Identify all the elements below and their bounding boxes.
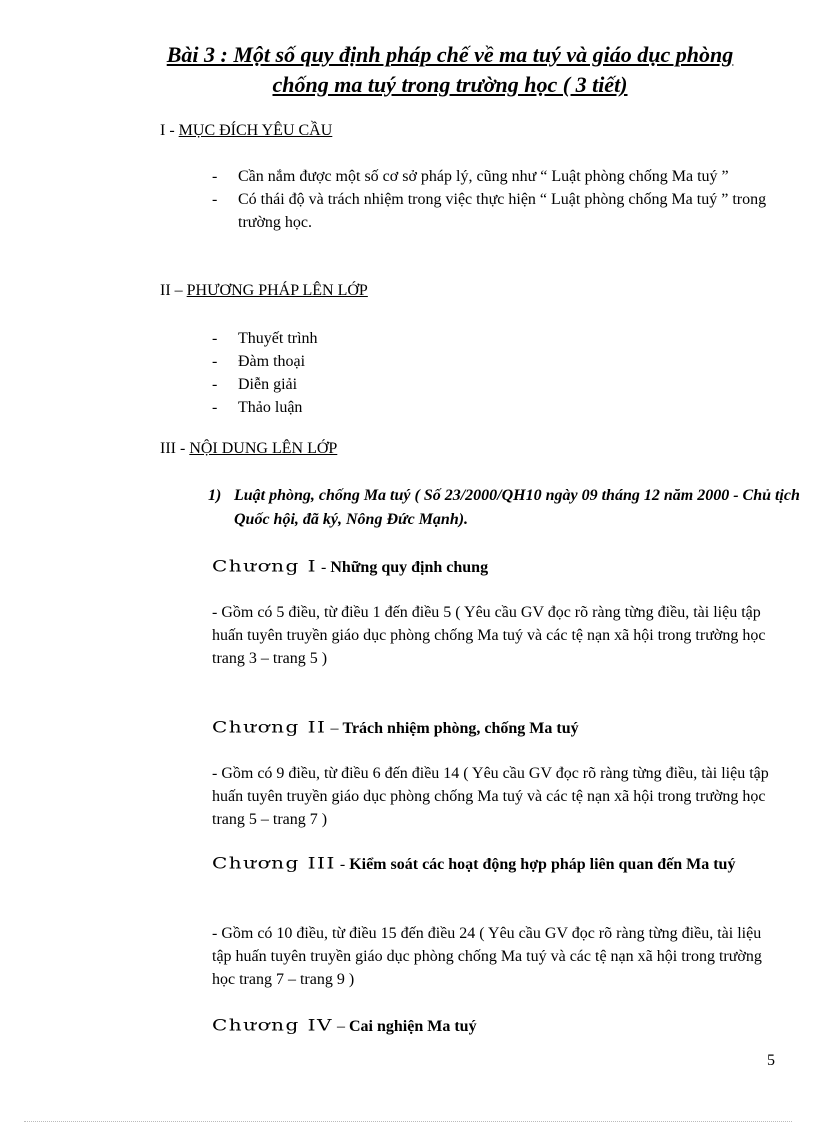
chapter-separator: – [326,720,343,737]
section-3-heading [160,440,337,458]
chapter-word: Chương IV [212,1015,333,1035]
title-line-1: Bài 3 : Một số quy định pháp chế về ma tuý và giáo dục phòng [166,42,734,67]
section-1-heading [160,122,332,140]
law-reference [208,484,814,532]
section-1-title: MỤC ĐÍCH YÊU CẦU [178,122,333,139]
chapter-3-description: - Gồm có 10 điều, từ điều 15 đến điều 24 ( Yêu cầu GV đọc rõ ràng từng điều, tài liệu tập huấn tuyên truyền giáo dục phòng chống Ma tuý và các tệ nạn xã hội trong trường học trang 7 – trang 9 ) [212,925,762,988]
section-2-prefix: II – [160,282,187,299]
chapter-2-heading [212,714,782,741]
law-text: Luật phòng, chống Ma tuý ( Số 23/2000/QH10 ngày 09 tháng 12 năm 2000 - Chủ tịch Quốc hội, đã ký, Nông Đức Mạnh). [234,487,800,528]
chapter-title: Trách nhiệm phòng, chống Ma tuý [342,720,579,737]
chapter-4-heading [212,1012,782,1039]
section-2-heading [160,282,368,300]
chapter-separator: - [335,856,350,873]
chapter-1-heading [212,553,782,580]
chapter-1-description: - Gồm có 5 điều, từ điều 1 đến điều 5 ( Yêu cầu GV đọc rõ ràng từng điều, tài liệu tập huấn tuyên truyền giáo dục phòng chống Ma tuý và các tệ nạn xã hội trong trường học trang 3 – trang 5 ) [212,604,766,667]
list-item: - Cần nắm được một số cơ sở pháp lý, cũng như “ Luật phòng chống Ma tuý ” [212,165,777,188]
section-3-prefix: III - [160,440,190,457]
chapter-title: Kiểm soát các hoạt động hợp pháp liên quan đến Ma tuý [349,856,736,873]
page-number: 5 [767,1052,775,1069]
chapter-separator: - [317,559,331,576]
list-item: - Đàm thoại [212,350,777,373]
page-divider [24,1121,792,1122]
chapter-word: Chương II [212,717,327,737]
list-item: - Diễn giải [212,373,777,396]
page-title [120,40,780,100]
section-3-title: NỘI DUNG LÊN LỚP [189,440,338,457]
chapter-word: Chương III [212,853,336,873]
section-2-list [212,327,777,419]
chapter-3-heading [212,850,782,877]
chapter-separator: – [333,1018,349,1035]
list-item: - Thuyết trình [212,327,777,350]
list-item: - Có thái độ và trách nhiệm trong việc thực hiện “ Luật phòng chống Ma tuý ” trong trường học. [212,188,777,234]
chapter-title: Cai nghiện Ma tuý [349,1018,477,1035]
section-1-list [212,165,777,234]
chapter-title: Những quy định chung [330,559,489,576]
list-item: - Thảo luận [212,396,777,419]
section-1-prefix: I - [160,122,179,139]
title-line-2: chống ma tuý trong trường học ( 3 tiết) [272,72,628,97]
chapter-2-description: - Gồm có 9 điều, từ điều 6 đến điều 14 ( Yêu cầu GV đọc rõ ràng từng điều, tài liệu tập huấn tuyên truyền giáo dục phòng chống Ma tuý và các tệ nạn xã hội trong trường học trang 5 – trang 7 ) [212,765,769,828]
law-number: 1) [208,487,222,504]
section-2-title: PHƯƠNG PHÁP LÊN LỚP [186,282,368,299]
chapter-word: Chương I [212,556,318,576]
